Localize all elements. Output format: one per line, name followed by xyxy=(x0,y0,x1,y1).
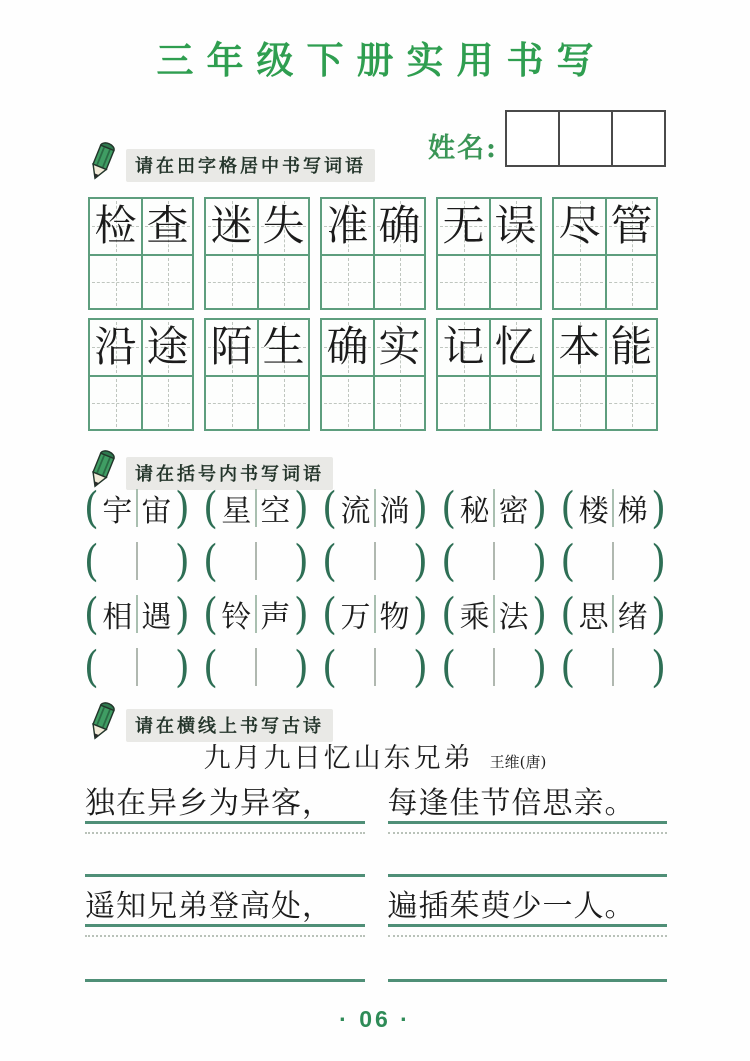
hanzi-character: 相 xyxy=(102,600,133,635)
model-character-cell xyxy=(257,320,308,375)
close-paren: ) xyxy=(174,642,190,692)
empty-bracket-group[interactable] xyxy=(84,642,190,692)
model-character-cell xyxy=(489,199,540,254)
close-paren: ) xyxy=(174,483,190,533)
empty-slot xyxy=(337,540,374,582)
section-grid-instruction: 请在田字格居中书写词语 xyxy=(126,149,375,182)
practice-line[interactable] xyxy=(388,979,668,982)
model-character-cell xyxy=(438,320,489,375)
model-character-cell xyxy=(257,199,308,254)
practice-cell[interactable] xyxy=(257,254,308,309)
open-paren: ( xyxy=(203,483,218,533)
hanzi-character: 宙 xyxy=(141,494,172,529)
open-paren: ( xyxy=(560,536,576,586)
close-paren: ) xyxy=(532,483,547,533)
practice-cell[interactable] xyxy=(206,254,257,309)
open-paren: ( xyxy=(441,483,457,533)
tianzige-word-block xyxy=(552,318,658,431)
close-paren: ) xyxy=(293,642,309,692)
practice-cell[interactable] xyxy=(90,375,141,430)
blank-practice-row xyxy=(85,979,667,982)
close-paren: ) xyxy=(174,536,190,586)
poem-line xyxy=(388,778,668,834)
name-box[interactable] xyxy=(558,110,613,167)
practice-cell[interactable] xyxy=(322,375,373,430)
hanzi-character: 实 xyxy=(378,322,421,372)
tianzige-word-block xyxy=(88,197,194,310)
hanzi-character: 梯 xyxy=(617,494,648,529)
hanzi-character: 查 xyxy=(146,201,189,251)
practice-cell[interactable] xyxy=(489,375,540,430)
tianzige-word-block xyxy=(204,197,310,310)
empty-slot xyxy=(495,540,532,582)
empty-slot xyxy=(99,540,136,582)
section-grid-header xyxy=(86,138,375,184)
model-character-cell xyxy=(141,199,192,254)
hanzi-character: 密 xyxy=(498,494,529,529)
empty-slot xyxy=(99,646,136,688)
poem-line-text: 遥知兄弟登高处， xyxy=(85,881,365,927)
name-field xyxy=(428,110,666,167)
hanzi-character: 尽 xyxy=(558,201,601,251)
hanzi-character: 流 xyxy=(340,494,371,529)
close-paren: ) xyxy=(532,536,547,586)
hanzi-character: 铃 xyxy=(221,600,252,635)
practice-cell[interactable] xyxy=(438,254,489,309)
section-brackets-instruction: 请在括号内书写词语 xyxy=(126,457,333,490)
name-boxes xyxy=(505,110,666,167)
hanzi-character: 星 xyxy=(221,494,252,529)
open-paren: ( xyxy=(441,642,457,692)
hanzi-character: 能 xyxy=(610,322,653,372)
practice-cell[interactable] xyxy=(141,254,192,309)
empty-bracket-row xyxy=(84,642,666,692)
word-bracket-group xyxy=(203,483,309,533)
word-bracket-group xyxy=(560,483,666,533)
model-character-cell xyxy=(554,320,605,375)
tianzige-word-block xyxy=(436,318,542,431)
dotted-guide-line xyxy=(85,935,365,937)
practice-line[interactable] xyxy=(85,874,365,877)
hanzi-character: 本 xyxy=(558,322,601,372)
model-character-cell xyxy=(322,199,373,254)
empty-bracket-group[interactable] xyxy=(203,642,309,692)
empty-slot xyxy=(257,646,294,688)
open-paren: ( xyxy=(203,536,218,586)
word-bracket-row xyxy=(84,589,666,639)
empty-bracket-group[interactable] xyxy=(203,536,309,586)
hanzi-character: 宇 xyxy=(102,494,133,529)
model-character-cell xyxy=(373,199,424,254)
model-character-cell xyxy=(206,320,257,375)
empty-bracket-group[interactable] xyxy=(560,642,666,692)
open-paren: ( xyxy=(84,642,99,692)
pencil-icon xyxy=(86,138,118,184)
close-paren: ) xyxy=(412,536,428,586)
close-paren: ) xyxy=(651,589,666,639)
close-paren: ) xyxy=(293,483,309,533)
close-paren: ) xyxy=(412,642,428,692)
page-number: · 06 · xyxy=(339,1006,411,1032)
open-paren: ( xyxy=(84,483,99,533)
open-paren: ( xyxy=(560,589,576,639)
empty-slot xyxy=(614,646,651,688)
practice-cell[interactable] xyxy=(554,254,605,309)
hanzi-character: 万 xyxy=(340,600,371,635)
name-box[interactable] xyxy=(611,110,666,167)
grid-row xyxy=(88,318,662,431)
hanzi-character: 淌 xyxy=(379,494,410,529)
word-bracket-group xyxy=(322,483,428,533)
hanzi-character: 误 xyxy=(494,201,537,251)
hanzi-character: 途 xyxy=(146,322,189,372)
word-bracket-group xyxy=(84,589,190,639)
empty-slot xyxy=(257,540,294,582)
hanzi-character: 检 xyxy=(94,201,137,251)
tianzige-word-block xyxy=(320,197,426,310)
open-paren: ( xyxy=(84,589,99,639)
blank-practice-row xyxy=(85,874,667,877)
open-paren: ( xyxy=(203,589,218,639)
practice-line[interactable] xyxy=(388,874,668,877)
name-box[interactable] xyxy=(505,110,560,167)
tianzige-word-block xyxy=(204,318,310,431)
tianzige-word-block xyxy=(552,197,658,310)
hanzi-character: 乘 xyxy=(459,600,490,635)
close-paren: ) xyxy=(651,536,666,586)
open-paren: ( xyxy=(441,536,457,586)
practice-cell[interactable] xyxy=(206,375,257,430)
close-paren: ) xyxy=(532,642,547,692)
hanzi-character: 记 xyxy=(442,322,485,372)
model-character-cell xyxy=(438,199,489,254)
empty-bracket-group[interactable] xyxy=(441,642,547,692)
open-paren: ( xyxy=(560,642,576,692)
hanzi-character: 绪 xyxy=(617,600,648,635)
model-character-cell xyxy=(90,320,141,375)
model-character-cell xyxy=(373,320,424,375)
poem-author: 王维(唐) xyxy=(489,753,547,771)
tianzige-word-block xyxy=(320,318,426,431)
tianzige-word-block xyxy=(436,197,542,310)
close-paren: ) xyxy=(412,483,428,533)
model-character-cell xyxy=(554,199,605,254)
empty-bracket-group[interactable] xyxy=(441,536,547,586)
dotted-guide-line xyxy=(388,935,668,937)
empty-bracket-group[interactable] xyxy=(84,536,190,586)
empty-slot xyxy=(456,540,493,582)
hanzi-character: 无 xyxy=(442,201,485,251)
close-paren: ) xyxy=(651,483,666,533)
practice-cell[interactable] xyxy=(257,375,308,430)
tianzige-grid xyxy=(88,197,662,439)
poem-line xyxy=(388,881,668,937)
poem-line-text: 独在异乡为异客， xyxy=(85,778,365,824)
hanzi-character: 生 xyxy=(262,322,305,372)
poem-title: 九月九日忆山东兄弟 xyxy=(203,743,474,774)
practice-cell[interactable] xyxy=(373,254,424,309)
hanzi-character: 思 xyxy=(578,600,609,635)
word-bracket-row xyxy=(84,483,666,533)
empty-slot xyxy=(138,540,175,582)
model-character-cell xyxy=(322,320,373,375)
open-paren: ( xyxy=(203,642,218,692)
practice-cell[interactable] xyxy=(489,254,540,309)
practice-cell[interactable] xyxy=(373,375,424,430)
empty-slot xyxy=(376,540,413,582)
close-paren: ) xyxy=(174,589,190,639)
word-bracket-group xyxy=(560,589,666,639)
model-character-cell xyxy=(141,320,192,375)
word-bracket-group xyxy=(84,483,190,533)
empty-slot xyxy=(575,540,612,582)
poem-line xyxy=(85,881,365,937)
close-paren: ) xyxy=(293,536,309,586)
name-label: 姓名: xyxy=(428,133,498,164)
empty-slot xyxy=(575,646,612,688)
open-paren: ( xyxy=(84,536,99,586)
empty-slot xyxy=(495,646,532,688)
open-paren: ( xyxy=(322,483,337,533)
poem-line xyxy=(85,778,365,834)
poem-couplet-row xyxy=(85,881,667,937)
empty-bracket-row xyxy=(84,536,666,586)
practice-cell[interactable] xyxy=(554,375,605,430)
empty-bracket-group[interactable] xyxy=(322,536,428,586)
poem-section xyxy=(85,778,667,982)
close-paren: ) xyxy=(412,589,428,639)
empty-bracket-group[interactable] xyxy=(560,536,666,586)
practice-cell[interactable] xyxy=(141,375,192,430)
hanzi-character: 确 xyxy=(326,322,369,372)
empty-slot xyxy=(218,646,255,688)
empty-bracket-group[interactable] xyxy=(322,642,428,692)
empty-slot xyxy=(337,646,374,688)
model-character-cell xyxy=(90,199,141,254)
hanzi-character: 管 xyxy=(610,201,653,251)
poem-line-text: 每逢佳节倍思亲。 xyxy=(388,778,668,824)
word-bracket-group xyxy=(441,589,547,639)
tianzige-word-block xyxy=(88,318,194,431)
empty-slot xyxy=(376,646,413,688)
empty-slot xyxy=(138,646,175,688)
dotted-guide-line xyxy=(388,832,668,834)
practice-cell[interactable] xyxy=(438,375,489,430)
model-character-cell xyxy=(605,320,656,375)
open-paren: ( xyxy=(560,483,576,533)
word-bracket-group xyxy=(203,589,309,639)
practice-cell[interactable] xyxy=(322,254,373,309)
model-character-cell xyxy=(206,199,257,254)
poem-couplet-row xyxy=(85,778,667,834)
open-paren: ( xyxy=(322,536,337,586)
poem-line-text: 遍插茱萸少一人。 xyxy=(388,881,668,927)
empty-slot xyxy=(456,646,493,688)
hanzi-character: 空 xyxy=(260,494,291,529)
dotted-guide-line xyxy=(85,832,365,834)
practice-cell[interactable] xyxy=(90,254,141,309)
hanzi-character: 秘 xyxy=(459,494,490,529)
practice-line[interactable] xyxy=(85,979,365,982)
bracket-section xyxy=(84,483,666,698)
empty-slot xyxy=(218,540,255,582)
hanzi-character: 声 xyxy=(260,600,291,635)
open-paren: ( xyxy=(322,589,337,639)
section-poem-instruction: 请在横线上书写古诗 xyxy=(126,709,333,742)
hanzi-character: 失 xyxy=(262,201,305,251)
hanzi-character: 物 xyxy=(379,600,410,635)
close-paren: ) xyxy=(293,589,309,639)
hanzi-character: 楼 xyxy=(578,494,609,529)
hanzi-character: 沿 xyxy=(94,322,137,372)
hanzi-character: 遇 xyxy=(141,600,172,635)
grid-row xyxy=(88,197,662,310)
empty-slot xyxy=(614,540,651,582)
hanzi-character: 忆 xyxy=(494,322,537,372)
word-bracket-group xyxy=(441,483,547,533)
hanzi-character: 法 xyxy=(498,600,529,635)
open-paren: ( xyxy=(441,589,457,639)
close-paren: ) xyxy=(532,589,547,639)
hanzi-character: 迷 xyxy=(210,201,253,251)
word-bracket-group xyxy=(322,589,428,639)
model-character-cell xyxy=(605,199,656,254)
hanzi-character: 陌 xyxy=(210,322,253,372)
hanzi-character: 准 xyxy=(326,201,369,251)
poem-title-row xyxy=(0,736,750,775)
page-title: 三年级下册实用书写 xyxy=(156,38,607,82)
hanzi-character: 确 xyxy=(378,201,421,251)
model-character-cell xyxy=(489,320,540,375)
practice-cell[interactable] xyxy=(605,375,656,430)
practice-cell[interactable] xyxy=(605,254,656,309)
close-paren: ) xyxy=(651,642,666,692)
open-paren: ( xyxy=(322,642,337,692)
